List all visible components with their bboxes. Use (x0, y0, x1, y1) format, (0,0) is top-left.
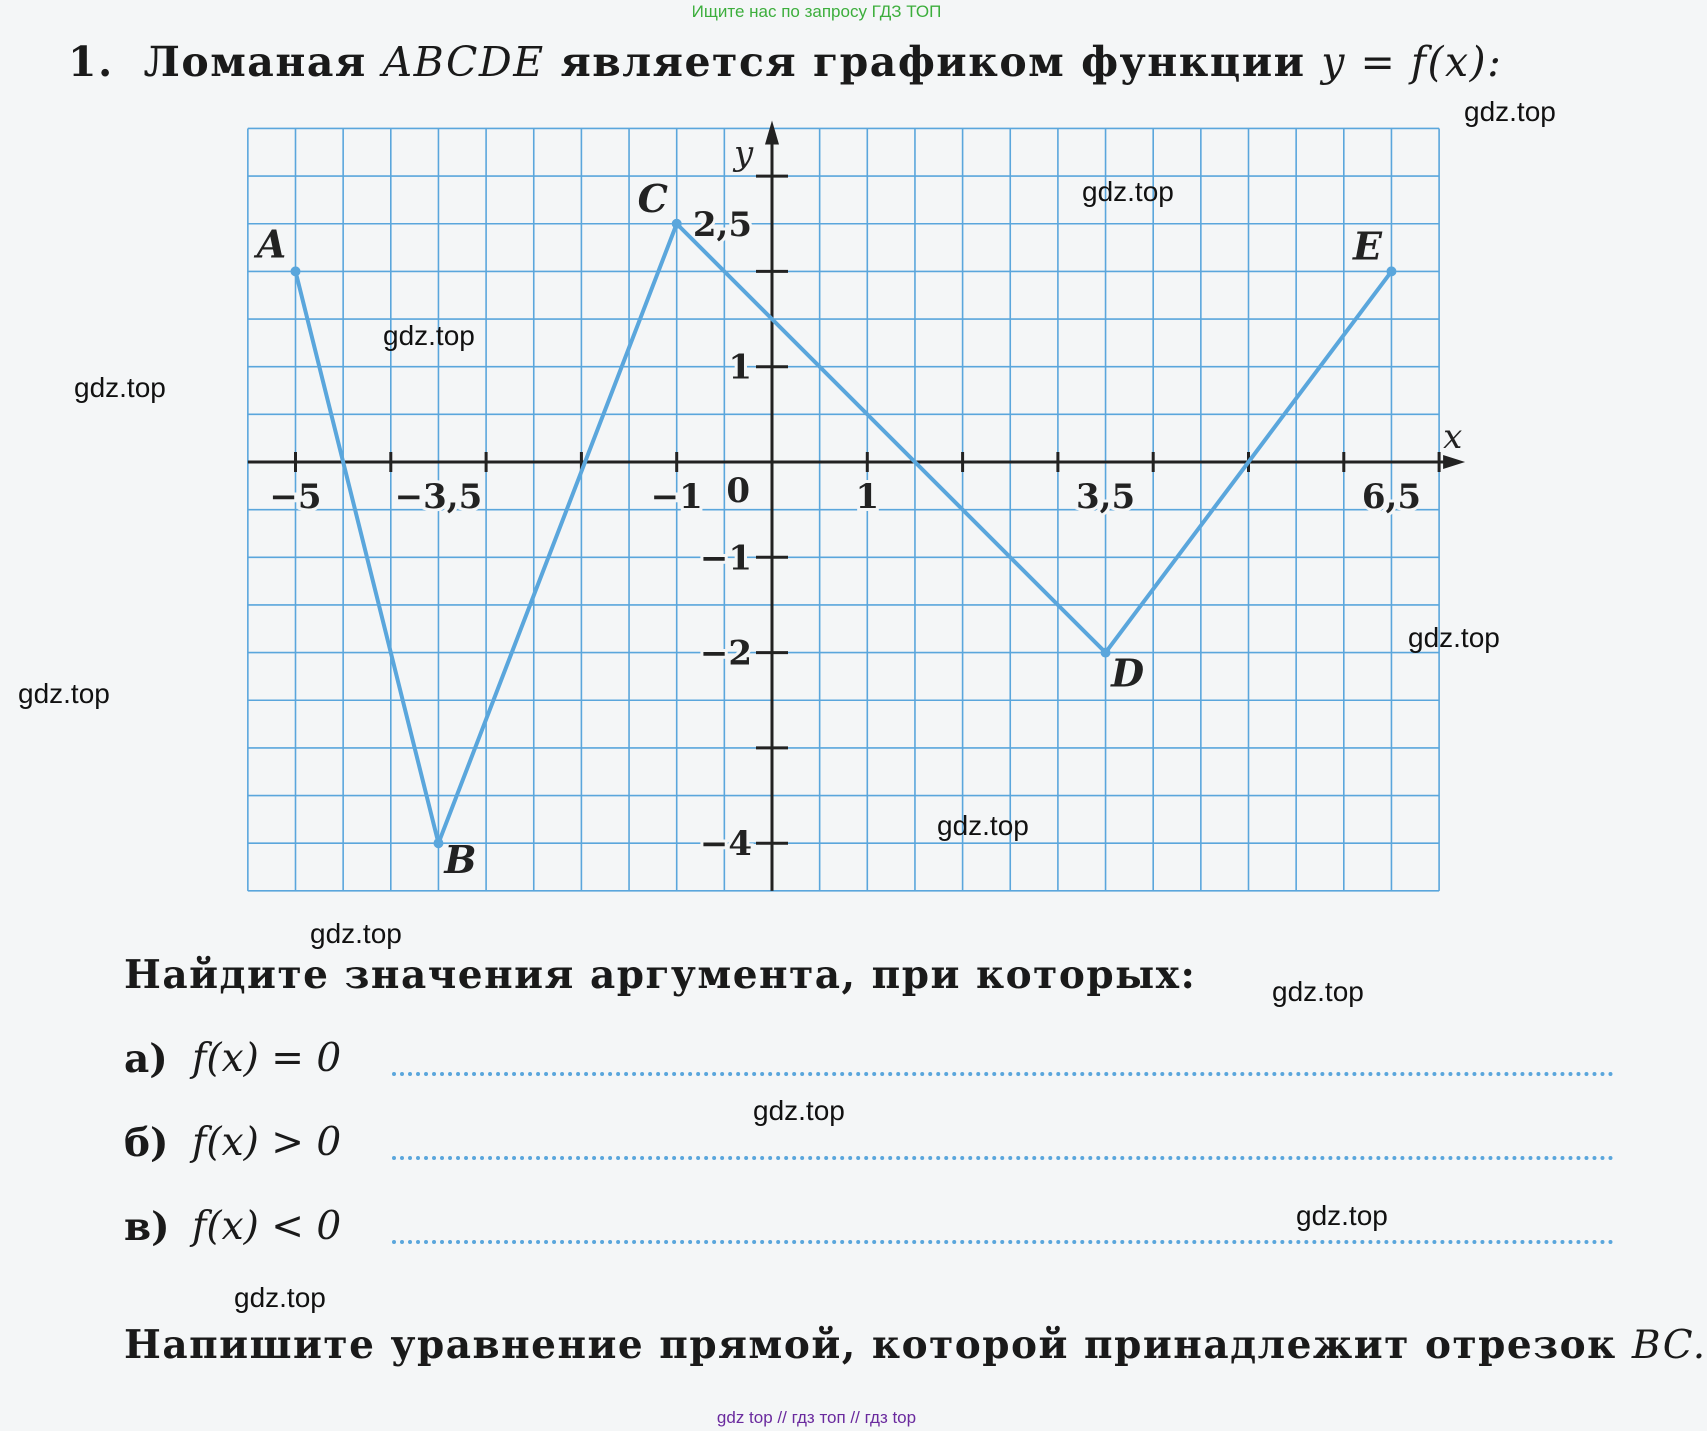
y-tick-label: −2 (699, 633, 752, 674)
segment-name: BC. (1631, 1323, 1707, 1368)
x-tick-label: −5 (269, 477, 322, 517)
x-axis-arrow (1443, 455, 1465, 469)
polyline-name: ABCDE (382, 38, 545, 86)
vertex-label: E (1352, 223, 1382, 269)
answer-line-a[interactable] (392, 1072, 1614, 1076)
answer-item-a (124, 1036, 1614, 1086)
y-tick-label: 1 (728, 347, 752, 388)
answer-item-c (124, 1204, 1614, 1254)
watermark: gdz.top (383, 320, 475, 351)
watermark: gdz.top (18, 678, 110, 709)
vertex-label: A (256, 221, 287, 267)
x-tick-label: −1 (650, 477, 703, 517)
y-tick-label: −1 (699, 538, 752, 579)
x-tick-label: 6,5 (1361, 477, 1422, 517)
item-label: а) (124, 1036, 168, 1082)
watermark: gdz.top (937, 810, 1029, 841)
vertex-point (1386, 266, 1396, 276)
item-expression: f(x) < 0 (192, 1204, 342, 1249)
x-axis-label: x (1443, 417, 1463, 457)
task-text-after: является графиком функции (560, 38, 1306, 86)
vertex-point (1101, 648, 1111, 658)
task-text-before: Ломаная (143, 38, 367, 86)
task2-sentence: Напишите уравнение прямой, которой принадлежит отрезок (124, 1322, 1617, 1368)
item-label: в) (124, 1204, 170, 1250)
x-tick-label: 1 (855, 477, 880, 517)
watermark: gdz.top (74, 372, 166, 403)
question-text: Найдите значения аргумента, при которых: (124, 952, 1197, 998)
watermark: gdz.top (753, 1095, 845, 1126)
vertex-label: D (1111, 650, 1145, 696)
y-axis-label: y (734, 133, 754, 174)
search-banner[interactable]: Ищите нас по запросу ГДЗ ТОП (691, 2, 942, 21)
watermark: gdz.top (1408, 622, 1500, 653)
vertex-label: B (444, 837, 477, 883)
answer-line-c[interactable] (392, 1240, 1614, 1244)
origin-label: 0 (726, 471, 750, 511)
y-axis-arrow (765, 120, 779, 144)
watermark: gdz.top (1464, 96, 1556, 127)
task2-text (124, 1322, 1707, 1368)
vertex-label: C (637, 175, 668, 221)
watermark: gdz.top (1082, 176, 1174, 207)
watermark: gdz.top (1272, 976, 1364, 1007)
function-formula: y = f(x): (1321, 38, 1503, 86)
vertex-point (672, 219, 682, 229)
answer-item-b (124, 1120, 1614, 1170)
y-tick-label: 2,5 (692, 204, 752, 245)
watermark: gdz.top (1296, 1200, 1388, 1231)
vertex-point (291, 266, 301, 276)
answer-line-b[interactable] (392, 1156, 1614, 1160)
watermark: gdz.top (234, 1282, 326, 1313)
item-label: б) (124, 1120, 169, 1166)
vertex-point (433, 838, 443, 848)
item-expression: f(x) > 0 (192, 1120, 342, 1165)
watermark: gdz.top (310, 918, 402, 949)
polyline-abcde (296, 224, 1392, 843)
x-tick-label: −3,5 (394, 477, 483, 517)
item-expression: f(x) = 0 (192, 1036, 342, 1081)
y-tick-label: −4 (699, 824, 752, 865)
task-number: 1. (68, 38, 114, 86)
x-tick-label: 3,5 (1075, 477, 1136, 517)
footer-links[interactable]: gdz top // гдз топ // гдз top (716, 1408, 917, 1427)
